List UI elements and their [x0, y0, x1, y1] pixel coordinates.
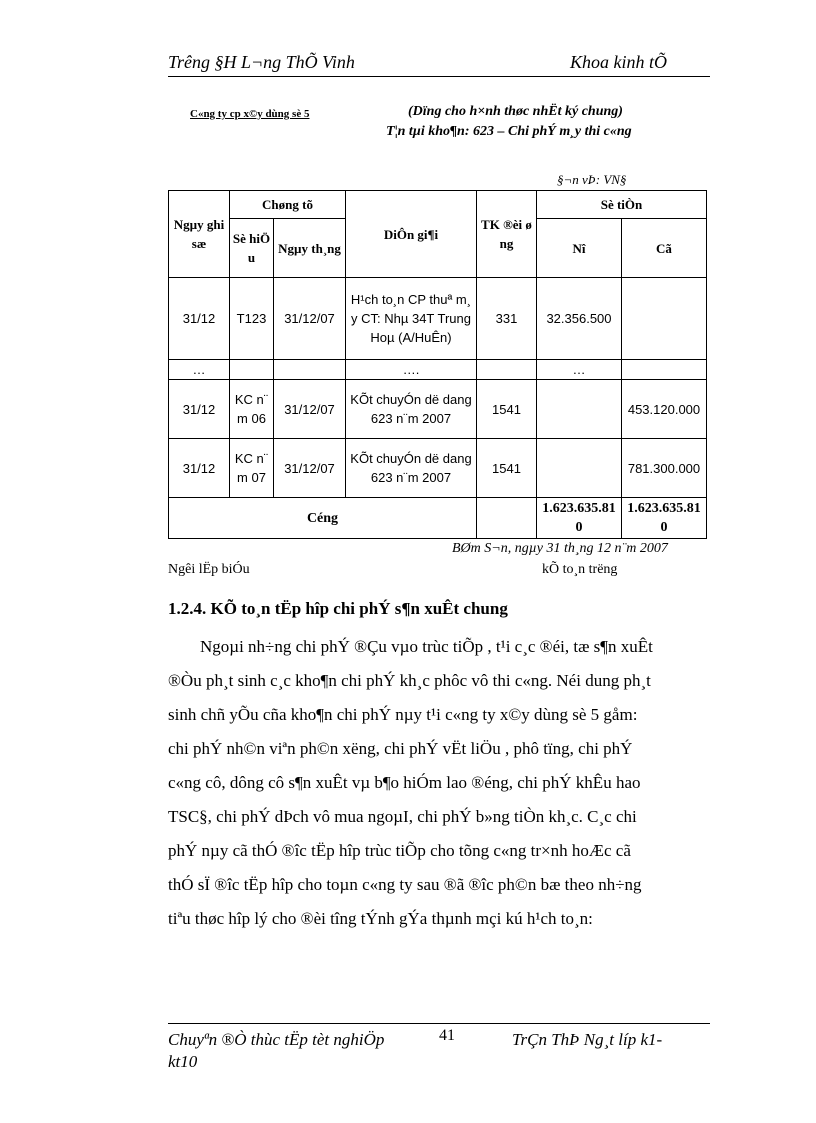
cell-account: 331 [477, 278, 537, 360]
cell-credit: 453.120.000 [622, 380, 707, 439]
table-row [169, 278, 707, 360]
cell-voucher-date: 31/12/07 [274, 439, 346, 498]
header-voucher-date: Ngµy th¸ng [274, 219, 346, 278]
total-label: Céng [169, 498, 477, 539]
footer-report-title-cont: kt10 [168, 1052, 198, 1071]
table-row [169, 439, 707, 498]
cell-debit: 32.356.500 [537, 278, 622, 360]
paragraph-line: chi phÝ nh©n viªn ph©n xëng, chi phÝ vËt liÖu , phô tïng, chi phÝ [168, 739, 633, 758]
cell-voucher-number: T123 [230, 278, 274, 360]
body-paragraph [168, 630, 708, 936]
cell-debit [537, 439, 622, 498]
currency-unit: §¬n vÞ: VN§ [557, 172, 627, 187]
table-row [169, 360, 707, 380]
cell-description: KÕt chuyÓn dë dang 623 n¨m 2007 [346, 380, 477, 439]
header-faculty: Khoa kinh tÕ [570, 52, 667, 72]
cell-description: KÕt chuyÓn dë dang 623 n¨m 2007 [346, 439, 477, 498]
company-name: C«ng ty cp x©y dùng sè 5 [190, 108, 310, 120]
header-entry-date: Ngµy ghi sæ [169, 191, 230, 278]
ledger-table [168, 190, 707, 539]
account-title: T¦n tµi kho¶n: 623 – Chi phÝ m¸y thi c«ng [386, 124, 632, 139]
header-rule [168, 76, 710, 77]
footer-report-title: Chuyªn ®Ò thùc tËp tèt nghiÖp [168, 1030, 385, 1049]
paragraph-line: sinh chñ yÕu cña kho¶n chi phÝ nµy t¹i c«ng ty x©y dùng sè 5 gåm: [168, 705, 638, 724]
paragraph-line: Ngoµi nh÷ng chi phÝ ®Çu vµo trùc tiÕp , t¹i c¸c ®éi, tæ s¶n xuÊt [200, 637, 653, 656]
footer-rule [168, 1023, 710, 1024]
cell-voucher-number: KC n¨m 06 [230, 380, 274, 439]
section-title: 1.2.4. KÕ to¸n tËp hîp chi phÝ s¶n xuÊt chung [168, 599, 508, 618]
signature-chief-accountant: kÕ to¸n trëng [542, 562, 618, 577]
page-number: 41 [439, 1027, 455, 1044]
total-row [169, 498, 707, 539]
cell-date: 31/12 [169, 439, 230, 498]
header-description: DiÔn gi¶i [346, 191, 477, 278]
header-debit: Nî [537, 219, 622, 278]
signature-date-line: BØm S¬n, ngµy 31 th¸ng 12 n¨m 2007 [452, 541, 668, 556]
paragraph-line: phÝ nµy cã thÓ ®îc tËp hîp trùc tiÕp cho tõng c«ng tr×nh hoÆc cã [168, 841, 631, 860]
cell-voucher-date: 31/12/07 [274, 380, 346, 439]
header-credit: Cã [622, 219, 707, 278]
paragraph-line: c«ng cô, dông cô s¶n xuÊt vµ b¶o hiÓm lao ®éng, chi phÝ khÊu hao [168, 773, 641, 792]
cell-description: H¹ch to¸n CP thuª m¸y CT: Nhµ 34T Trung Hoµ (A/HuÊn) [346, 278, 477, 360]
table-row [169, 380, 707, 439]
cell-account: 1541 [477, 380, 537, 439]
cell-credit [622, 360, 707, 380]
header-school: Trêng §H L¬ng ThÕ Vinh [168, 52, 355, 72]
paragraph-line: ®Òu ph¸t sinh c¸c kho¶n chi phÝ kh¸c phôc vô thi c«ng. Néi dung ph¸t [168, 671, 651, 690]
cell-account [477, 360, 537, 380]
cell-account [477, 498, 537, 539]
cell-credit: 781.300.000 [622, 439, 707, 498]
cell-voucher-date [274, 360, 346, 380]
cell-voucher-date: 31/12/07 [274, 278, 346, 360]
header-amount: Sè tiÒn [537, 191, 707, 219]
header-voucher: Chøng tõ [230, 191, 346, 219]
total-debit: 1.623.635.810 [537, 498, 622, 539]
cell-date: 31/12 [169, 380, 230, 439]
cell-credit [622, 278, 707, 360]
cell-debit: … [537, 360, 622, 380]
cell-voucher-number [230, 360, 274, 380]
cell-debit [537, 380, 622, 439]
cell-account: 1541 [477, 439, 537, 498]
cell-voucher-number: KC n¨m 07 [230, 439, 274, 498]
paragraph-line: tiªu thøc hîp lý cho ®èi tîng tÝnh gÝa thµnh mçi kú h¹ch to¸n: [168, 909, 593, 928]
total-credit: 1.623.635.810 [622, 498, 707, 539]
header-voucher-number: Sè hiÖu [230, 219, 274, 278]
cell-date: … [169, 360, 230, 380]
cell-description: …. [346, 360, 477, 380]
signature-preparer: Ngêi lËp biÓu [168, 562, 250, 577]
footer-author: TrÇn ThÞ Ng¸t líp k1- [512, 1030, 663, 1049]
form-usage-note: (Dïng cho h×nh thøc nhËt ký chung) [408, 104, 623, 119]
paragraph-line: TSC§, chi phÝ dÞch vô mua ngoµI, chi phÝ b»ng tiÒn kh¸c. C¸c chi [168, 807, 637, 826]
paragraph-line: thÓ sÏ ®îc tËp hîp cho toµn c«ng ty sau ®ã ®îc ph©n bæ theo nh÷ng [168, 875, 642, 894]
cell-date: 31/12 [169, 278, 230, 360]
header-corresponding-account: TK ®èi øng [477, 191, 537, 278]
